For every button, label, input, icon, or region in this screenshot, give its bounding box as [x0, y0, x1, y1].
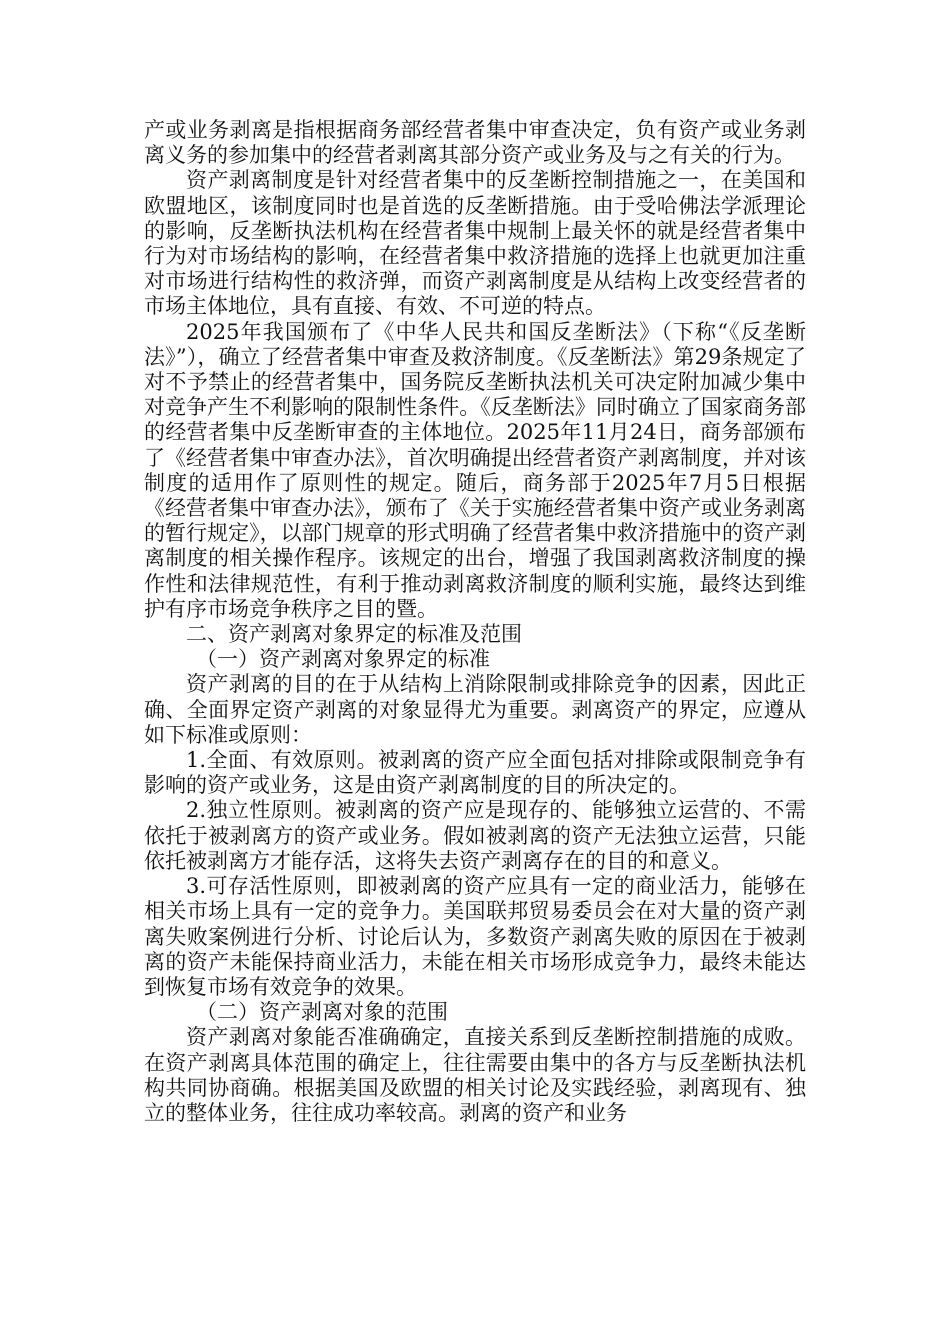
- paragraph-divestiture-system: 资产剥离制度是针对经营者集中的反垄断控制措施之一，在美国和欧盟地区，该制度同时也是首选的反垄断措施。由于受哈佛法学派理论的影响，反垄断执法机构在经营者集中规制上最关怀的就是经营者集中行为对市场结构的影响，在经营者集中救济措施的选择上也就更加注重对市场进行结构性的救济弹，而资产剥离制度是从结构上改变经营者的市场主体地位，具有直接、有效、不可逆的特点。: [144, 168, 806, 319]
- paragraph-divestiture-scope: 资产剥离对象能否准确确定，直接关系到反垄断控制措施的成败。在资产剥离具体范围的确定上，往往需要由集中的各方与反垄断执法机构共同协商确。根据美国及欧盟的相关讨论及实践经验，剥离现有、独立的整体业务，往往成功率较高。剥离的资产和业务: [144, 1025, 806, 1125]
- list-item-principle-3: 3.可存活性原则，即被剥离的资产应具有一定的商业活力，能够在相关市场上具有一定的竞争力。美国联邦贸易委员会在对大量的资产剥离失败案例进行分析、讨论后认为，多数资产剥离失败的原因在于被剥离的资产未能保持商业活力，未能在相关市场形成竞争力，最终未能达到恢复市场有效竞争的效果。: [144, 874, 806, 999]
- paragraph-divestiture-purpose: 资产剥离的目的在于从结构上消除限制或排除竞争的因素，因此正确、全面界定资产剥离的对象显得尤为重要。剥离资产的界定，应遵从如下标准或原则：: [144, 672, 806, 747]
- document-body: [144, 118, 806, 1126]
- paragraph-continuation: 产或业务剥离是指根据商务部经营者集中审查决定，负有资产或业务剥离义务的参加集中的经营者剥离其部分资产或业务及与之有关的行为。: [144, 118, 806, 168]
- paragraph-legislation-history: 2025年我国颁布了《中华人民共和国反垄断法》（下称“《反垄断法》”），确立了经营者集中审查及救济制度。《反垄断法》第29条规定了对不予禁止的经营者集中，国务院反垄断执法机关可决定附加减少集中对竞争产生不利影响的限制性条件。《反垄断法》同时确立了国家商务部的经营者集中反垄断审查的主体地位。2025年11月24日，商务部颁布了《经营者集中审查办法》，首次明确提出经营者资产剥离制度，并对该制度的适用作了原则性的规定。随后，商务部于2025年7月5日根据《经营者集中审查办法》，颁布了《关于实施经营者集中资产或业务剥离的暂行规定》，以部门规章的形式明确了经营者集中救济措施中的资产剥离制度的相关操作程序。该规定的出台，增强了我国剥离救济制度的操作性和法律规范性，有利于推动剥离救济制度的顺利实施，最终达到维护有序市场竞争秩序之目的暨。: [144, 319, 806, 621]
- subsection-heading-2: （二）资产剥离对象的范围: [196, 1000, 448, 1025]
- list-item-principle-1: 1.全面、有效原则。被剥离的资产应全面包括对排除或限制竞争有影响的资产或业务，这是由资产剥离制度的目的所决定的。: [144, 748, 806, 798]
- subsection-heading-1: （一）资产剥离对象界定的标准: [196, 647, 490, 672]
- section-heading-2: 二、资产剥离对象界定的标准及范围: [186, 622, 522, 647]
- list-item-principle-2: 2.独立性原则。被剥离的资产应是现存的、能够独立运营的、不需依托于被剥离方的资产或业务。假如被剥离的资产无法独立运营，只能依托被剥离方才能存活，这将失去资产剥离存在的目的和意义。: [144, 798, 806, 873]
